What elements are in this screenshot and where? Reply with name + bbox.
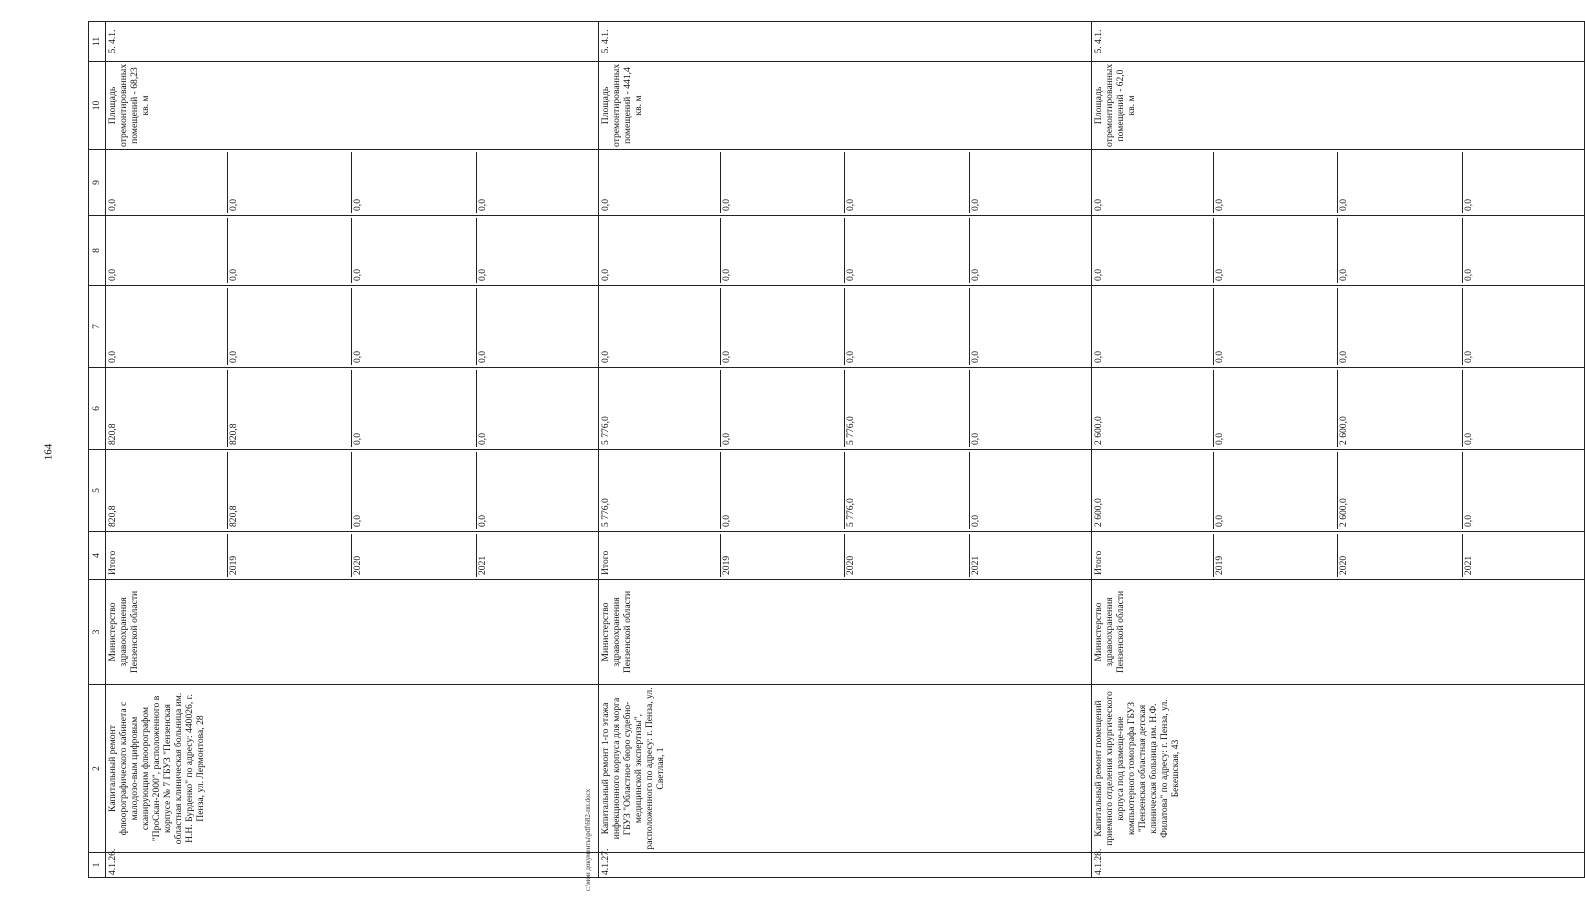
value-cell: 0,0 [970,269,982,281]
year-cell: 2019 [720,534,845,577]
row-years [106,532,599,580]
row-reference: 5. 4.1. [106,22,599,62]
value-cell: 0,0 [720,288,845,365]
year-cell: Итого [600,534,720,577]
header-cell: 1 [89,853,106,878]
value-cell: 2 600,0 [1338,370,1463,447]
value-cell: 820,8 [227,452,352,529]
value-cell: 5 776,0 [600,370,720,447]
page-number: 164 [42,443,55,461]
year-cell: 2020 [845,534,970,577]
value-cell: 0,0 [600,218,720,283]
value-cell: 2 600,0 [1093,452,1213,529]
header-cell: 4 [89,532,106,580]
col7-values [1092,286,1585,368]
value-cell: 0,0 [1463,351,1475,363]
col7-values [599,286,1092,368]
col8-values [1092,216,1585,286]
value-cell: 820,8 [107,452,227,529]
value-cell: 0,0 [1213,370,1338,447]
value-cell: 0,0 [1463,433,1475,445]
header-cell: 11 [89,22,106,62]
value-cell: 0,0 [970,351,982,363]
row-result: Площадь отремонтированных помещений - 441,4 кв. м [599,62,1092,150]
value-cell: 0,0 [970,515,982,527]
value-cell: 0,0 [227,288,352,365]
year-cell: 2020 [352,534,477,577]
col5-values [106,450,599,532]
year-cell: 2021 [477,555,489,575]
value-cell: 0,0 [970,433,982,445]
value-cell: 0,0 [477,515,489,527]
value-cell: 0,0 [845,152,970,213]
header-row [89,22,106,878]
value-cell: 0,0 [107,152,227,213]
value-cell: 0,0 [1463,199,1475,211]
year-cell: Итого [1093,534,1213,577]
value-cell: 0,0 [107,218,227,283]
value-cell: 0,0 [970,199,982,211]
value-cell: 0,0 [720,370,845,447]
value-cell: 0,0 [1338,288,1463,365]
row-organization: Министерство здравоохранения Пензенской области [106,580,599,685]
year-cell: 2019 [227,534,352,577]
col9-values [599,150,1092,216]
row-description: Капитальный ремонт флюорографического кабинета с малодозо-вым цифровым сканирующим флюорографом "ПроСкан-2000", расположенного в корпусе № 7 ГБУЗ "Пензенская областная клиническая больница им. Н.Н. Бурденко" по адресу: 440026, г. Пенза, ул. Лермонтова, 28 [106,685,599,853]
row-reference: 5. 4.1. [599,22,1092,62]
value-cell: 820,8 [227,370,352,447]
value-cell: 0,0 [1213,218,1338,283]
row-number: 4.1.27. [599,853,1092,878]
value-cell: 0,0 [352,288,477,365]
header-cell: 8 [89,216,106,286]
value-cell: 0,0 [477,269,489,281]
value-cell: 0,0 [1213,152,1338,213]
col5-values [599,450,1092,532]
header-cell: 10 [89,62,106,150]
value-cell: 0,0 [477,433,489,445]
col6-values [106,368,599,450]
value-cell: 0,0 [720,152,845,213]
col6-values [1092,368,1585,450]
value-cell: 0,0 [600,288,720,365]
header-cell: 9 [89,150,106,216]
value-cell: 0,0 [600,152,720,213]
value-cell: 0,0 [1093,288,1213,365]
value-cell: 0,0 [720,452,845,529]
value-cell: 5 776,0 [845,370,970,447]
row-organization: Министерство здравоохранения Пензенской области [599,580,1092,685]
row-result: Площадь отремонтированных помещений - 62,0 кв. м [1092,62,1585,150]
col5-values [1092,450,1585,532]
header-cell: 5 [89,450,106,532]
value-cell: 0,0 [477,351,489,363]
table-row [106,22,599,878]
year-cell: 2021 [1463,555,1475,575]
value-cell: 0,0 [477,199,489,211]
year-cell: 2020 [1338,534,1463,577]
row-number: 4.1.28. [1092,853,1585,878]
header-cell: 7 [89,286,106,368]
row-organization: Министерство здравоохранения Пензенской области [1092,580,1585,685]
header-cell: 2 [89,685,106,853]
value-cell: 820,8 [107,370,227,447]
table-row [599,22,1092,878]
value-cell: 0,0 [227,152,352,213]
value-cell: 0,0 [107,288,227,365]
value-cell: 0,0 [1463,269,1475,281]
year-cell: 2021 [970,555,982,575]
row-reference: 5. 4.1. [1092,22,1585,62]
row-number: 4.1.26. [106,853,599,878]
value-cell: 2 600,0 [1093,370,1213,447]
value-cell: 0,0 [1093,152,1213,213]
value-cell: 2 600,0 [1338,452,1463,529]
value-cell: 0,0 [227,218,352,283]
header-cell: 3 [89,580,106,685]
value-cell: 0,0 [1338,152,1463,213]
value-cell: 0,0 [352,218,477,283]
col8-values [599,216,1092,286]
row-description: Капитальный ремонт помещений приемного отделения хирургического корпуса под размеще-ние компьютерного томографа ГБУЗ "Пензенская областная детская клиническая больница им. Н.Ф. Филатова" по адресу: г. Пенза, ул. Бекешская, 43 [1092,685,1585,853]
value-cell: 0,0 [1213,288,1338,365]
value-cell: 0,0 [720,218,845,283]
col6-values [599,368,1092,450]
year-cell: 2019 [1213,534,1338,577]
col8-values [106,216,599,286]
value-cell: 0,0 [1093,218,1213,283]
col9-values [106,150,599,216]
value-cell: 0,0 [1463,515,1475,527]
value-cell: 5 776,0 [600,452,720,529]
table-row [1092,22,1585,878]
value-cell: 5 776,0 [845,452,970,529]
value-cell: 0,0 [1213,452,1338,529]
value-cell: 0,0 [1338,218,1463,283]
program-table [88,21,1585,878]
value-cell: 0,0 [352,370,477,447]
col9-values [1092,150,1585,216]
value-cell: 0,0 [352,452,477,529]
row-years [599,532,1092,580]
row-years [1092,532,1585,580]
footer-file-path: c:\мои документы\pdf\682-пп.docx [584,788,592,892]
header-cell: 6 [89,368,106,450]
year-cell: Итого [107,534,227,577]
value-cell: 0,0 [352,152,477,213]
value-cell: 0,0 [845,288,970,365]
col7-values [106,286,599,368]
value-cell: 0,0 [845,218,970,283]
row-description: Капитальный ремонт 1-го этажа инфекционного корпуса для морга ГБУЗ "Областное бюро судебно-медицинской экспертизы", расположенного по адресу: г. Пенза, ул. Светлая, 1 [599,685,1092,853]
row-result: Площадь отремонтированных помещений - 68,23 кв. м [106,62,599,150]
